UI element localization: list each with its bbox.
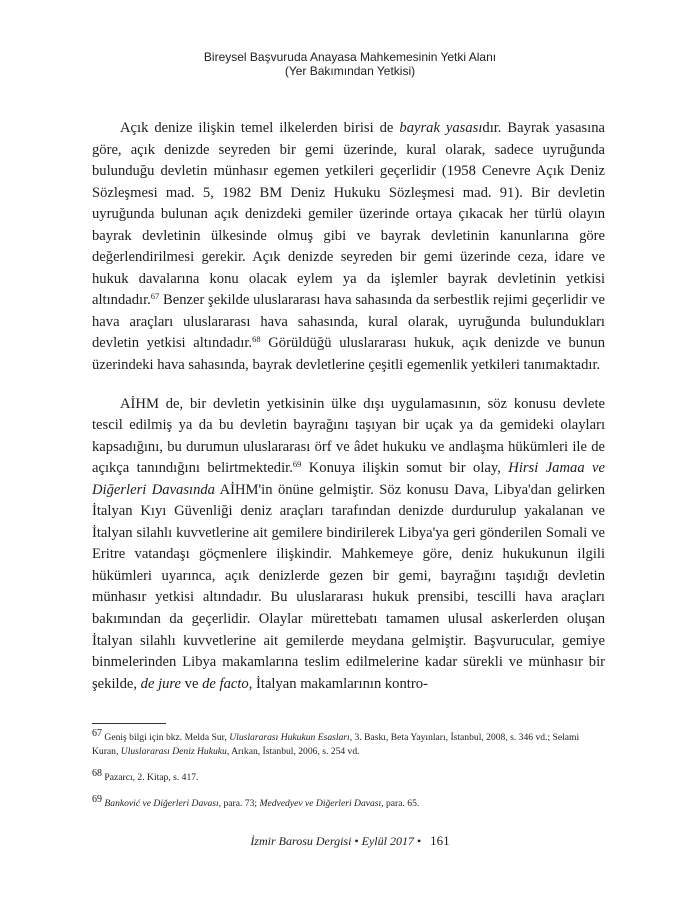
p2-text-c: AİHM'in önüne gelmiştir. Söz konusu Dava, Libya'dan gelirken İtalyan Kıyı Güvenliği deniz araçları tarafından denizde durdurulup yakalanan ve İtalyan silahlı kuvvetlerine ait gemilere bindirilerek Libya'ya geri gönderilen Somali ve Eritre vatandaşı göçmenlere ilişkindir. Mahkemeye göre, deniz hukukunun ilgili hükümleri uyarınca, açık denizlerde gezen bir gemi, bayrağını taşıdığı devletin münhasır yetkisi altındadır. Bu uluslararası hukuk prensibi, tescilli hava araçları bakımından da geçerlidir. Olaylar mürettebatı tamamen ulusal askerlerden oluşan İtalyan silahlı kuvvetlerine ait gemilerde meydana gelmiştir. Başvurucular, gemiye binmelerinden Libya makamlarına teslim edilmelerine kadar sürekli ve münhasır bir şekilde, — [92, 481, 605, 692]
journal-name: İzmir Barosu Dergisi — [250, 834, 352, 848]
p2-de-facto: de facto, — [202, 675, 253, 692]
footnote-book-title: Uluslararası Hukukun Esasları — [229, 732, 350, 744]
footnote-text: , para. 73; — [218, 798, 260, 810]
footnote-text: , 3. Baskı, Beta Yayınları, İstanbul, 2008, s. 346 vd.; Selami Kuran, — [92, 732, 580, 758]
page-footer — [0, 833, 700, 849]
footer-separator: • — [351, 834, 362, 848]
p2-text-and: ve — [181, 675, 203, 692]
footnote-text: Geniş bilgi için bkz. Melda Sur, — [102, 732, 230, 744]
header-subtitle: (Yer Bakımından Yetkisi) — [284, 64, 416, 78]
footnote-number: 68 — [92, 768, 102, 780]
p1-text-d: Görüldüğü uluslararası hukuk, açık denizde ve bunun üzerindeki hava sahasında, bayrak devletlerine çeşitli egemenlik yetkileri tanımaktadır. — [92, 335, 605, 374]
footnote-divider — [92, 723, 166, 724]
footnote-text: Pazarcı, 2. Kitap, s. 417. — [102, 772, 199, 784]
footnote-ref-68[interactable]: 68 — [252, 334, 261, 345]
footnote-case-title: Medvedyev ve Diğerleri Davası — [259, 798, 382, 810]
footer-separator: • — [413, 834, 425, 848]
footnote-67 — [92, 727, 605, 759]
footnote-69 — [92, 793, 605, 811]
footnote-text: , Arıkan, İstanbul, 2006, s. 254 vd. — [226, 746, 360, 758]
footnote-number: 69 — [92, 794, 102, 806]
footnote-number: 67 — [92, 728, 102, 739]
p1-text-a: Açık denize ilişkin temel ilkelerden birisi de — [120, 120, 400, 136]
issue-date: Eylül 2017 — [361, 834, 414, 848]
paragraph-2 — [92, 394, 605, 696]
footnote-ref-67[interactable]: 67 — [150, 291, 160, 302]
footnote-68 — [92, 767, 605, 785]
p2-case-name: Hirsi Jamaa ve Diğerleri Davasında — [92, 460, 605, 498]
p1-text-c: Benzer şekilde uluslararası hava sahasında da serbestlik rejimi geçerlidir ve hava araçları uluslararası hava sahasında, kural olarak, uyruğunda bulundukları devletin yetkisi altındadır. — [92, 292, 605, 352]
paragraph-1 — [92, 118, 605, 377]
p2-text-a: AİHM de, bir devletin yetkisinin ülke dışı uygulamasının, söz konusu devlete tescil edilmiş ya da bu devletin bayrağını taşıyan bir uçak ya da gemideki olayları kapsadığını, bu durumun uluslararası örf ve âdet hukuku ve andlaşma hükümleri ile de açıkça tanındığını belirtmektedir. — [92, 395, 605, 477]
main-text — [92, 118, 605, 695]
running-header — [0, 50, 700, 78]
p2-text-d: İtalyan makamlarının kontro- — [252, 675, 428, 692]
p2-de-jure: de jure — [140, 675, 182, 692]
footnotes — [92, 727, 605, 820]
footnote-book-title: Uluslararası Deniz Hukuku — [120, 746, 227, 758]
header-title: Bireysel Başvuruda Anayasa Mahkemesinin Yetki Alanı — [203, 50, 497, 64]
footnote-text: , para. 65. — [381, 798, 420, 810]
p1-text-b: dır. Bayrak yasasına göre, açık denizde seyreden bir gemi üzerinde, kural olarak, sadece uyruğunda bulunduğu devletin münhasır egemen yetkileri geçerlidir (1958 Cenevre Açık Deniz Sözleşmesi mad. 5, 1982 BM Deniz Hukuku Sözleşmesi mad. 91). Bir devletin uyruğunda bulunan açık denizdeki gemiler üzerinde ortaya çıkacak her türlü olayın bayrak devletinin ülkesinde olmuş gibi ve bayrak devletinin kanunlarına göre değerlendirilmesi gerekir. Açık denizde seyreden bir gemi üzerinde ceza, idare ve hukuk davalarına konu olacak eylem ya da işlemler bayrak devletinin yetkisi altındadır. — [92, 120, 605, 309]
p2-text-b: Konuya ilişkin somut bir olay, — [301, 460, 509, 477]
p1-term-bayrak-yasasi: bayrak yasası — [399, 120, 483, 136]
page-number: 161 — [430, 833, 450, 848]
footnote-case-title: Banković ve Diğerleri Davası — [104, 798, 219, 810]
footnote-ref-69[interactable]: 69 — [292, 459, 302, 470]
